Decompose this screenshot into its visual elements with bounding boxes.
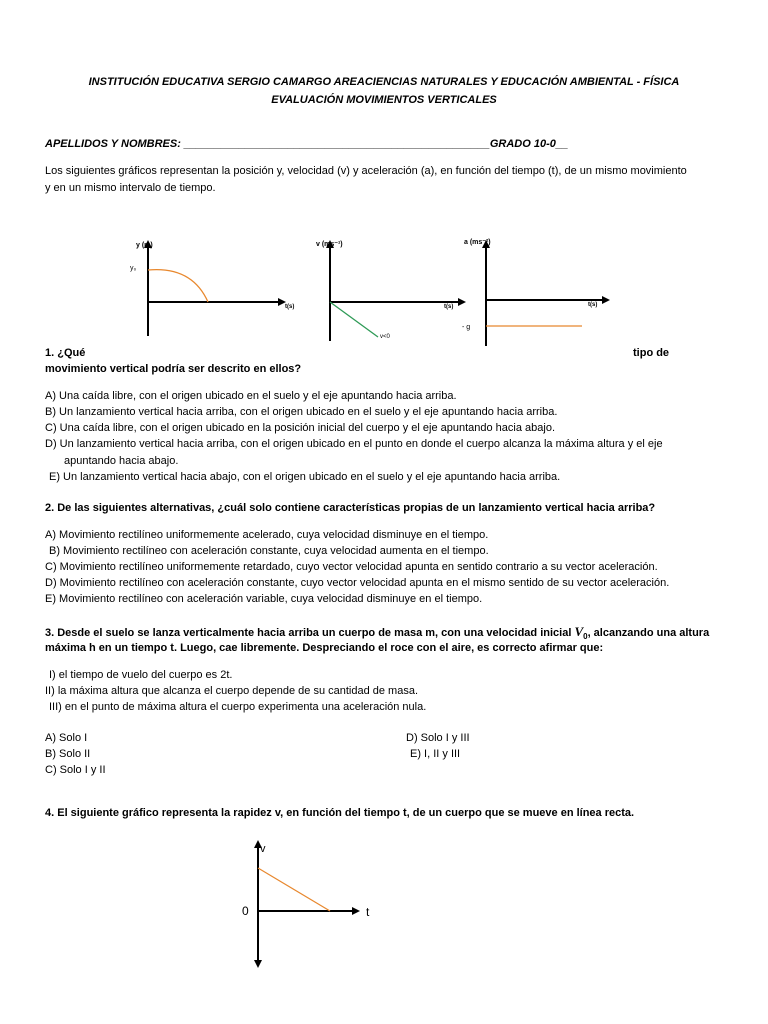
velocity-y-label: v (ms⁻¹) [316, 241, 343, 248]
q4-question: 4. El siguiente gráfico representa la rapidez v, en función del tiempo t, de un cuerpo que se mueve en línea recta. [45, 807, 635, 819]
q3-statement-3: III) en el punto de máxima altura el cuerpo experimenta una aceleración nula. [49, 701, 427, 713]
q3-option-a: A) Solo I [45, 732, 88, 744]
q1-start: 1. ¿Qué [45, 347, 86, 359]
q1-option-c: C) Una caída libre, con el origen ubicado en la posición inicial del cuerpo y el eje apuntando hacia abajo. [45, 422, 555, 434]
q1-end: tipo de [633, 347, 670, 359]
q1-option-d-cont: apuntando hacia abajo. [64, 455, 179, 467]
q3-option-d: D) Solo I y III [406, 732, 470, 744]
speed-y-label: v [260, 843, 266, 855]
q3-option-c: C) Solo I y II [45, 764, 106, 776]
q3-line-2: máxima h en un tiempo t. Luego, cae libremente. Despreciando el roce con el aire, es correcto afirmar que: [45, 642, 604, 654]
q2-option-e: E) Movimiento rectilíneo con aceleración variable, cuya velocidad disminuye en el tiempo. [45, 593, 483, 605]
q2-option-a: A) Movimiento rectilíneo uniformemente acelerado, cuya velocidad disminuye en el tiempo. [45, 529, 489, 541]
q2-option-d: D) Movimiento rectilíneo con aceleración constante, cuyo vector velocidad apunta en el mismo sentido de su vector aceleración. [45, 577, 670, 589]
intro-line-2: y en un mismo intervalo de tiempo. [45, 182, 216, 194]
q1-option-a: A) Una caída libre, con el origen ubicado en el suelo y el eje apuntando hacia arriba. [45, 390, 457, 402]
position-y-label: y (m) [136, 242, 153, 249]
intro-line-1: Los siguientes gráficos representan la posición y, velocidad (v) y aceleración (a), en función del tiempo (t), de un mismo movimiento [45, 165, 687, 177]
q3-option-e: E) I, II y III [410, 748, 461, 760]
q3-line-1 [45, 625, 723, 643]
speed-origin-label: 0 [242, 904, 249, 918]
speed-x-label: t [366, 905, 370, 919]
velocity-x-label: t(s) [444, 304, 454, 310]
acceleration-graph [458, 236, 618, 346]
q2-question: 2. De las siguientes alternativas, ¿cuál solo contiene características propias de un lanzamiento vertical hacia arriba? [45, 502, 656, 514]
position-y0-label: y₀ [130, 265, 137, 272]
acceleration-y-label: a (ms⁻²) [464, 239, 491, 246]
position-x-label: t(s) [285, 304, 295, 310]
speed-graph [236, 838, 386, 973]
q2-option-c: C) Movimiento rectilíneo uniformemente retardado, cuyo vector velocidad apunta en sentido contrario a su vector aceleración. [45, 561, 658, 573]
header-line-2: EVALUACIÓN MOVIMIENTOS VERTICALES [271, 94, 497, 106]
q3-statement-1: I) el tiempo de vuelo del cuerpo es 2t. [49, 669, 233, 681]
q3-statement-2: II) la máxima altura que alcanza el cuerpo depende de su cantidad de masa. [45, 685, 419, 697]
acceleration-g-label: - g [462, 324, 471, 331]
q3-line-1b: , alcanzando una altura [587, 627, 710, 639]
q1-option-e: E) Un lanzamiento vertical hacia abajo, con el origen ubicado en el suelo y el eje apuntando hacia arriba. [49, 471, 561, 483]
header-line-1: INSTITUCIÓN EDUCATIVA SERGIO CAMARGO AREACIENCIAS NATURALES Y EDUCACIÓN AMBIENTAL - FÍSICA [88, 76, 680, 88]
q3-line-1a: 3. Desde el suelo se lanza verticalmente hacia arriba un cuerpo de masa m, con una velocidad inicial [45, 627, 572, 639]
q3-option-b: B) Solo II [45, 748, 91, 760]
q1-option-d: D) Un lanzamiento vertical hacia arriba, con el origen ubicado en el punto en donde el cuerpo alcanza la máxima altura y el eje [45, 438, 663, 450]
q3-v0-subscript: 0 [583, 632, 588, 642]
q3-v0-symbol: V [574, 624, 584, 639]
student-name-field: APELLIDOS Y NOMBRES: __________________________________________________GRADO 10-0__ [45, 138, 569, 150]
position-graph [120, 236, 295, 346]
q1-line-2: movimiento vertical podría ser descrito en ellos? [45, 363, 302, 375]
q1-option-b: B) Un lanzamiento vertical hacia arriba, con el origen ubicado en el suelo y el eje apuntando hacia arriba. [45, 406, 558, 418]
q2-option-b: B) Movimiento rectilíneo con aceleración constante, cuya velocidad aumenta en el tiempo. [49, 545, 489, 557]
velocity-graph [300, 236, 470, 346]
acceleration-x-label: t(s) [588, 302, 598, 308]
velocity-note: v<0 [380, 334, 390, 340]
